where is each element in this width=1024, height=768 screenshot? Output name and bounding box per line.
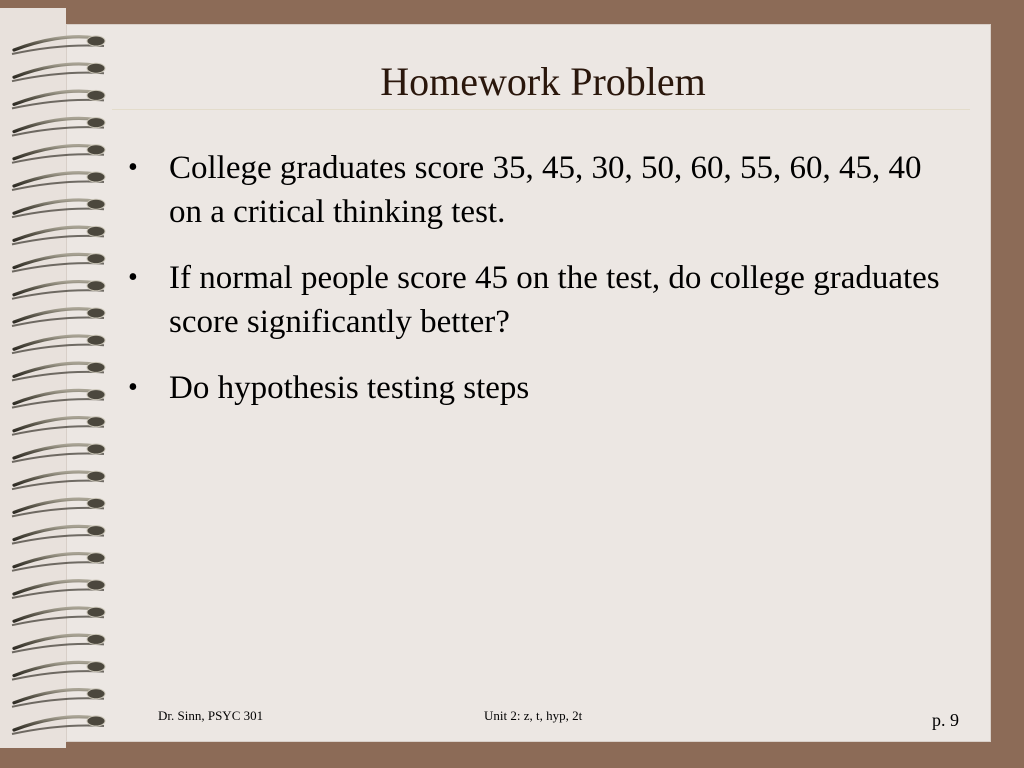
binding-hole: [87, 417, 105, 427]
binding-hole: [87, 362, 105, 372]
bullet-icon: •: [128, 372, 138, 403]
bullet-item: [124, 256, 954, 344]
binding-hole: [87, 634, 105, 644]
binding-hole: [87, 390, 105, 400]
binding-hole: [87, 553, 105, 563]
binding-hole: [87, 226, 105, 236]
binding-hole: [87, 716, 105, 726]
bullet-text: College graduates score 35, 45, 30, 50, 60, 55, 60, 45, 40 on a critical thinking test.: [169, 150, 922, 230]
binding-hole: [87, 526, 105, 536]
binding-hole: [87, 689, 105, 699]
binding-hole: [87, 118, 105, 128]
bullet-item: [124, 146, 954, 234]
binding-hole: [87, 172, 105, 182]
binding-hole: [87, 308, 105, 318]
binding-hole: [87, 199, 105, 209]
bullet-text: If normal people score 45 on the test, do college graduates score significantly better?: [169, 260, 940, 340]
binding-hole: [87, 281, 105, 291]
bullet-icon: •: [128, 152, 138, 183]
footer-unit: Unit 2: z, t, hyp, 2t: [484, 708, 583, 723]
binding-hole: [87, 36, 105, 46]
title-divider: [112, 109, 970, 110]
bullet-text: Do hypothesis testing steps: [169, 370, 530, 406]
spiral-binding-icon: [0, 0, 130, 768]
binding-hole: [87, 254, 105, 264]
binding-hole: [87, 471, 105, 481]
binding-hole: [87, 498, 105, 508]
page-number: p. 9: [932, 710, 959, 730]
slide-title: Homework Problem: [380, 59, 706, 104]
bullet-list: [124, 146, 954, 432]
binding-hole: [87, 662, 105, 672]
binding-hole: [87, 145, 105, 155]
binding-hole: [87, 444, 105, 454]
bullet-item: [124, 366, 954, 410]
binding-hole: [87, 335, 105, 345]
binding-hole: [87, 607, 105, 617]
footer-author: Dr. Sinn, PSYC 301: [158, 708, 264, 723]
bullet-icon: •: [128, 262, 138, 293]
binding-hole: [87, 580, 105, 590]
